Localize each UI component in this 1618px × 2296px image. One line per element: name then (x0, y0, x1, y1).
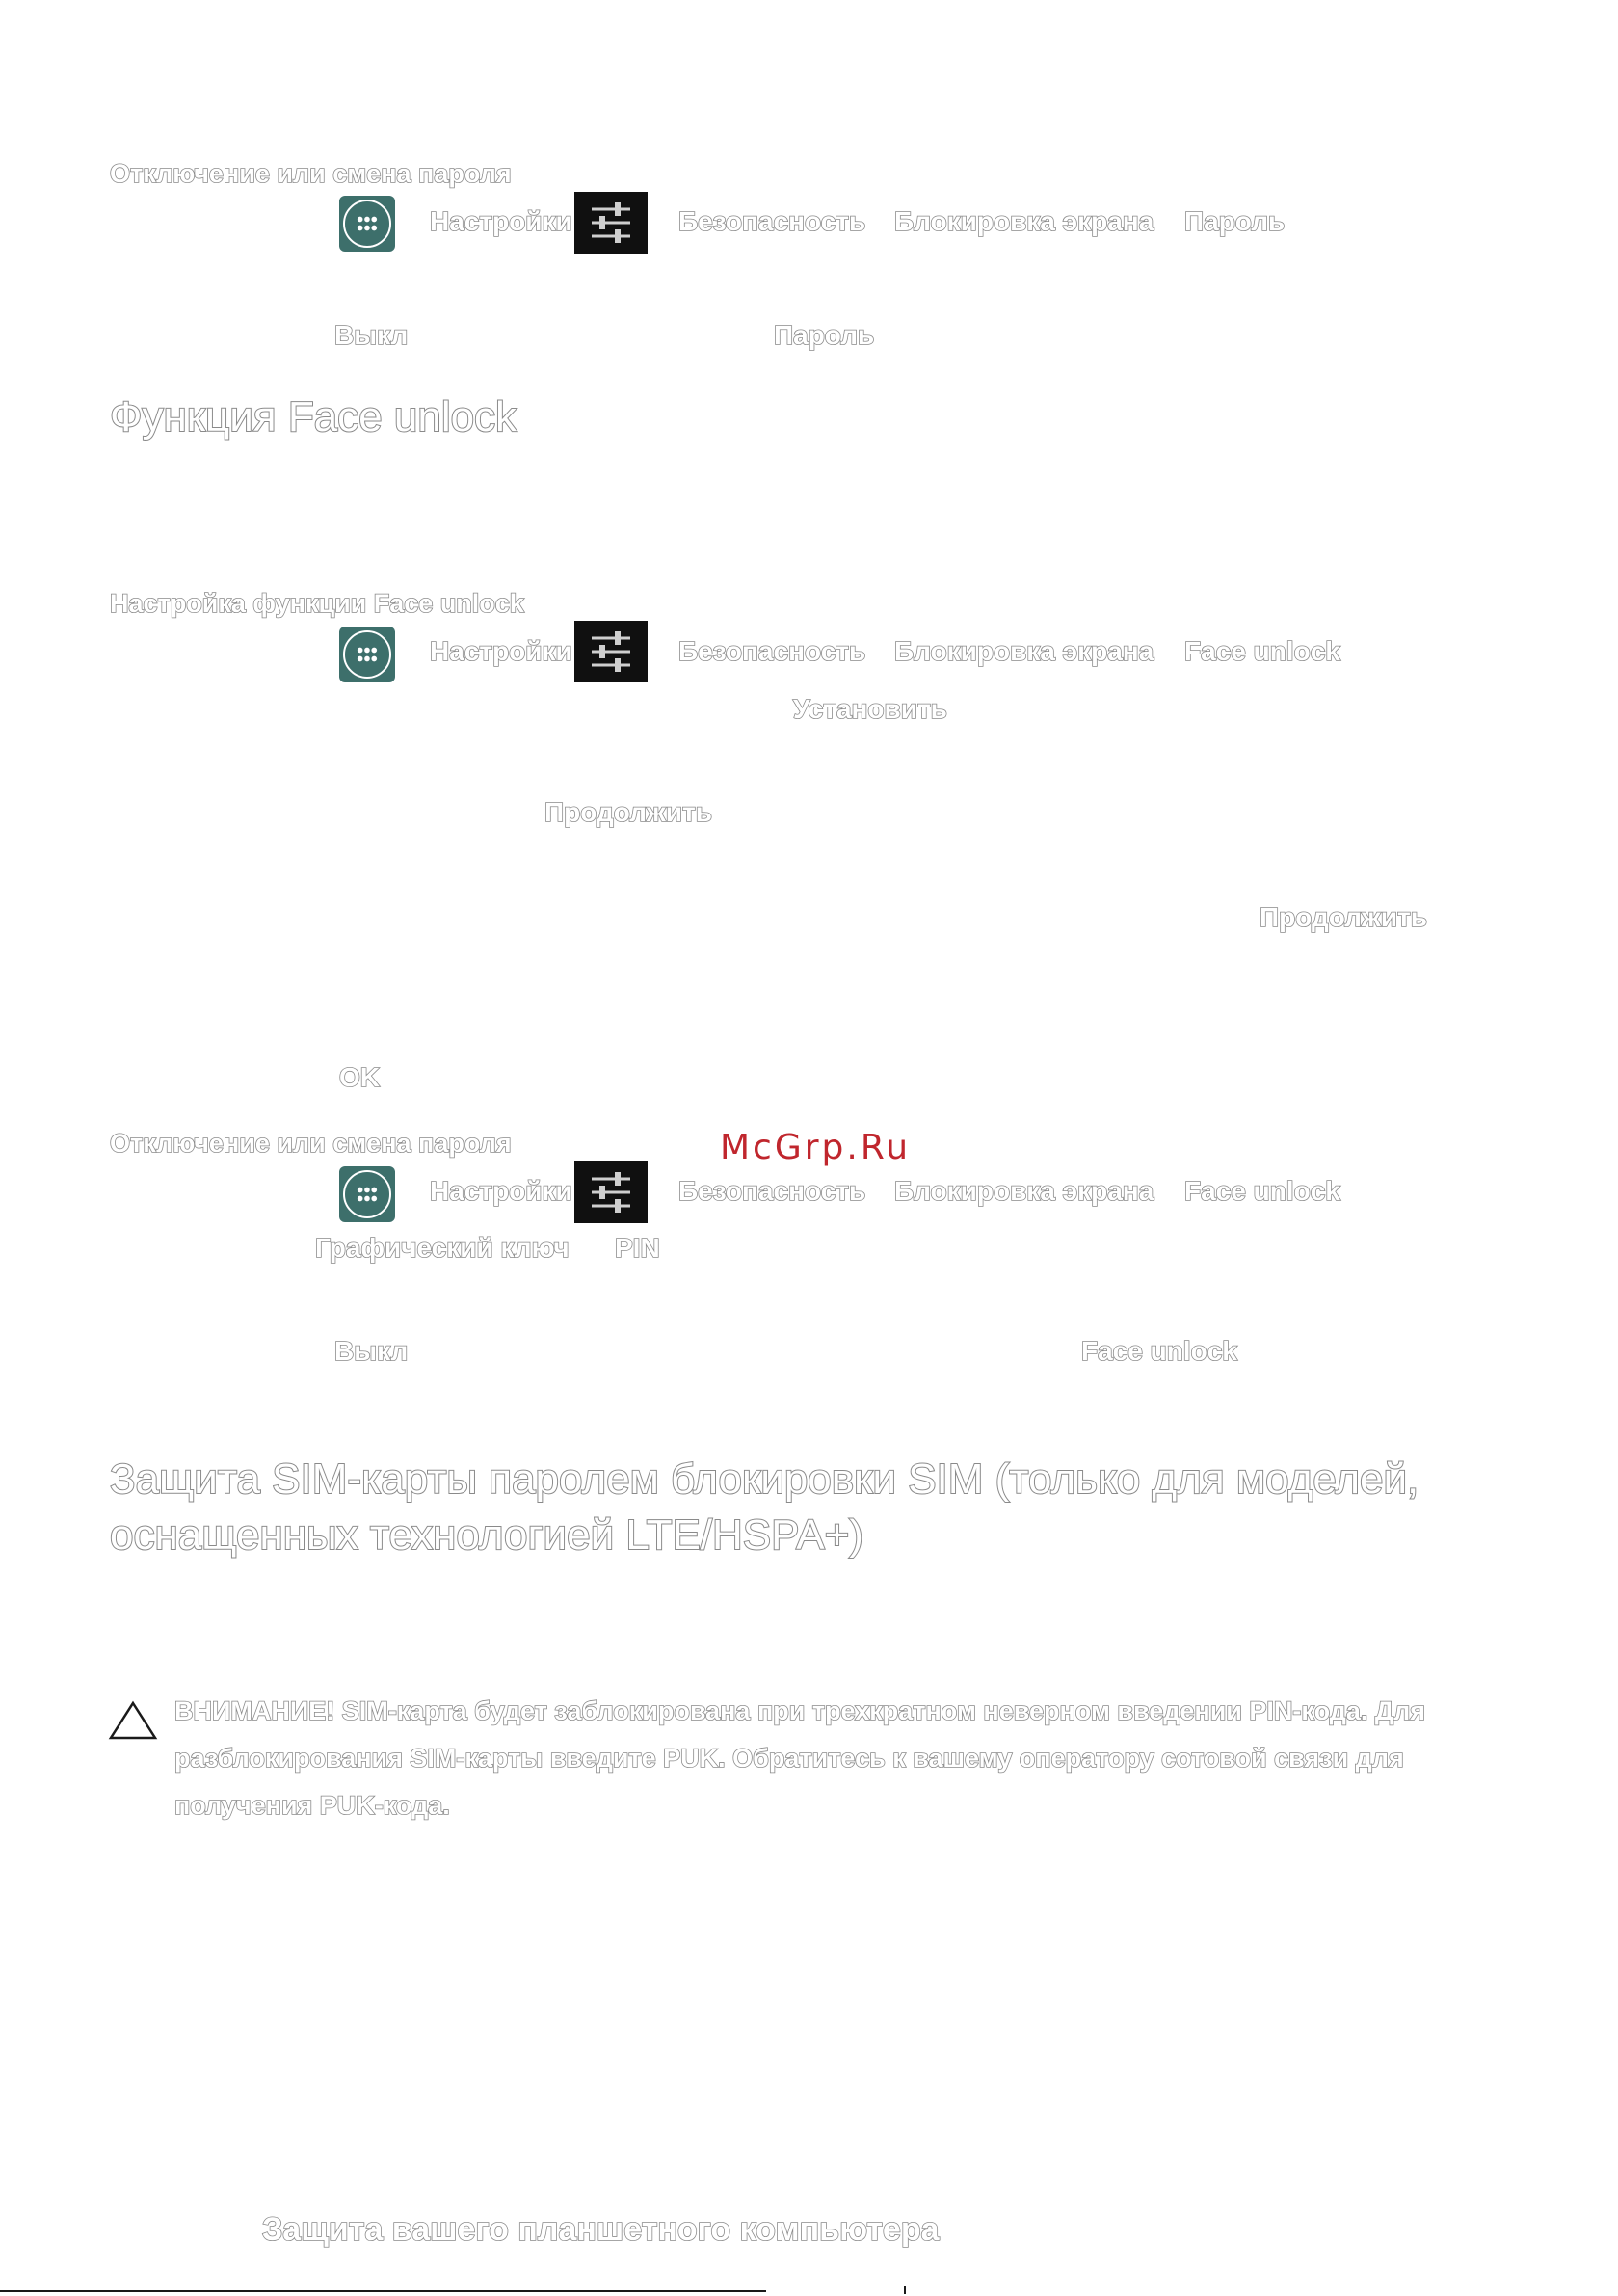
heading-sim-protection: Защита SIM-карты паролем блокировки SIM (только для моделей, (110, 1455, 1419, 1503)
nav-settings: Настройки (430, 636, 572, 666)
nav-face-unlock: Face unlock (1184, 636, 1340, 666)
watermark: McGrp.Ru (720, 1128, 912, 1167)
settings-sliders-icon (574, 621, 648, 682)
nav-settings: Настройки (430, 1176, 572, 1206)
label-off: Выкл (334, 320, 409, 350)
nav-screen-lock: Блокировка экрана (894, 636, 1154, 666)
nav-security: Безопасность (678, 206, 866, 236)
label-pattern: Графический ключ (315, 1233, 570, 1263)
label-password: Пароль (774, 320, 875, 350)
nav-security: Безопасность (678, 636, 866, 666)
apps-grid-icon (339, 627, 395, 682)
label-continue-2: Продолжить (1260, 902, 1427, 932)
heading-face-unlock: Функция Face unlock (110, 393, 517, 441)
footer-rule (0, 2290, 766, 2292)
nav-screen-lock: Блокировка экрана (894, 1176, 1154, 1206)
nav-screen-lock: Блокировка экрана (894, 206, 1154, 236)
nav-security: Безопасность (678, 1176, 866, 1206)
subtitle-disable-change-password: Отключение или смена пароля (110, 1129, 512, 1158)
label-face-unlock: Face unlock (1081, 1336, 1237, 1366)
footer-title: Защита вашего планшетного компьютера (262, 2211, 940, 2248)
settings-sliders-icon (574, 1161, 648, 1223)
warning-text: ВНИМАНИЕ! SIM-карта будет заблокирована при трехкратном неверном введении PIN-кода. Для разблокирования SIM-карты введите PUK. Обратитесь к вашему оператору сотовой связи для получения PUK-кода. (174, 1696, 1426, 1820)
label-install: Установить (793, 694, 947, 724)
label-off: Выкл (334, 1336, 409, 1366)
nav-settings: Настройки (430, 206, 572, 236)
label-continue-1: Продолжить (544, 797, 712, 827)
subtitle-face-unlock-setup: Настройка функции Face unlock (110, 589, 524, 618)
heading-sim-protection-line2: оснащенных технологией LTE/HSPA+) (110, 1511, 863, 1559)
label-pin: PIN (615, 1233, 660, 1263)
label-ok: OK (339, 1062, 380, 1092)
warning-triangle-icon (108, 1700, 158, 1741)
nav-face-unlock: Face unlock (1184, 1176, 1340, 1206)
apps-grid-icon (339, 196, 395, 252)
settings-sliders-icon (574, 192, 648, 254)
subtitle-disable-change-password: Отключение или смена пароля (110, 159, 512, 188)
nav-password: Пароль (1184, 206, 1286, 236)
apps-grid-icon (339, 1166, 395, 1222)
footer-tick (904, 2286, 906, 2294)
